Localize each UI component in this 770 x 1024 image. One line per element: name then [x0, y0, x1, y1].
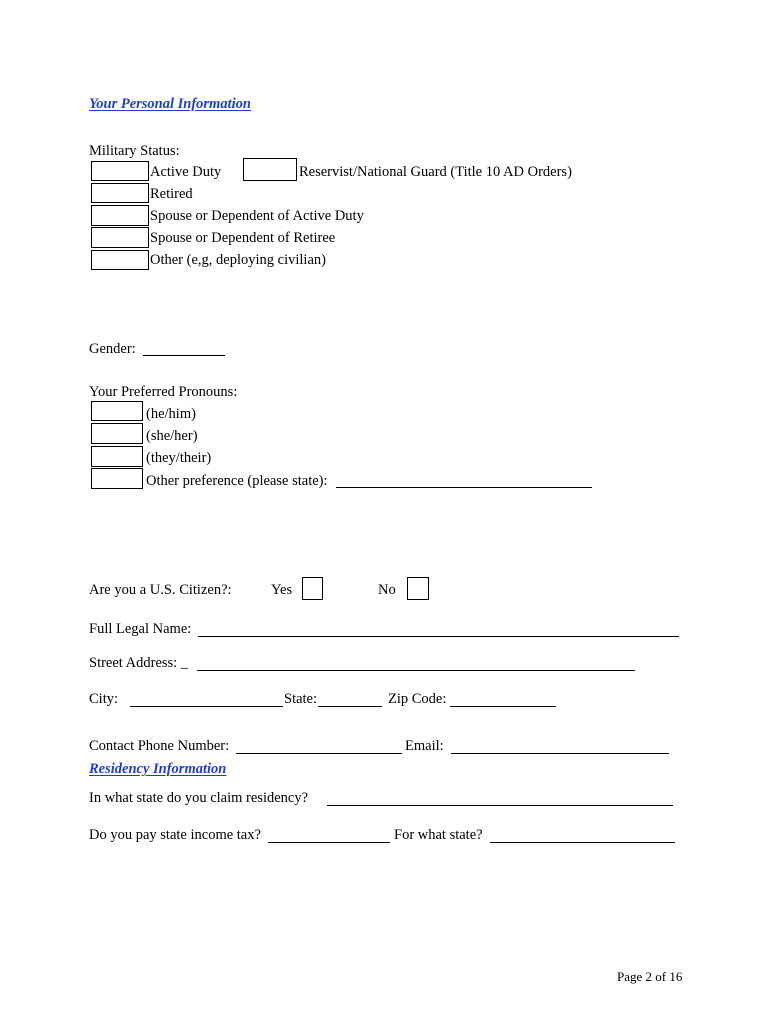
email-field[interactable]: [451, 753, 669, 754]
state-label: State:: [284, 691, 318, 707]
phone-label: Contact Phone Number:: [89, 738, 230, 754]
citizen-yes-checkbox[interactable]: [302, 577, 323, 600]
active-duty-label: Active Duty: [150, 164, 222, 180]
street-address-label: Street Address: _: [89, 655, 189, 671]
other-pronoun-label: Other preference (please state):: [146, 473, 328, 489]
other-pronoun-field[interactable]: [336, 487, 592, 488]
citizen-yes-label: Yes: [271, 582, 293, 598]
state-tax-label: Do you pay state income tax?: [89, 827, 261, 843]
she-her-label: (she/her): [146, 428, 198, 444]
full-name-field[interactable]: [198, 636, 679, 637]
city-label: City:: [89, 691, 119, 707]
military-status-label: Military Status:: [89, 143, 180, 159]
spouse-retiree-checkbox[interactable]: [91, 227, 149, 248]
he-him-label: (he/him): [146, 406, 196, 422]
they-their-checkbox[interactable]: [91, 446, 143, 467]
claim-residency-label: In what state do you claim residency?: [89, 790, 309, 806]
citizen-no-checkbox[interactable]: [407, 577, 429, 600]
spouse-active-duty-label: Spouse or Dependent of Active Duty: [150, 208, 364, 224]
residency-heading: Residency Information: [89, 761, 227, 777]
claim-residency-field[interactable]: [327, 805, 673, 806]
citizen-question: Are you a U.S. Citizen?:: [89, 582, 232, 598]
zip-label: Zip Code:: [388, 691, 447, 707]
email-label: Email:: [405, 738, 444, 754]
reservist-label: Reservist/National Guard (Title 10 AD Orders): [299, 164, 572, 180]
he-him-checkbox[interactable]: [91, 401, 143, 421]
tax-state-field[interactable]: [490, 842, 675, 843]
state-field[interactable]: [318, 706, 382, 707]
active-duty-checkbox[interactable]: [91, 161, 149, 181]
other-civilian-label: Other (e,g, deploying civilian): [150, 252, 326, 268]
spouse-active-duty-checkbox[interactable]: [91, 205, 149, 226]
retired-checkbox[interactable]: [91, 183, 149, 203]
tax-state-label: For what state?: [394, 827, 483, 843]
they-their-label: (they/their): [146, 450, 212, 466]
citizen-no-label: No: [378, 582, 396, 598]
gender-field[interactable]: [143, 355, 225, 356]
reservist-checkbox[interactable]: [243, 158, 297, 181]
full-name-label: Full Legal Name:: [89, 621, 192, 637]
retired-label: Retired: [150, 186, 193, 202]
other-pronoun-checkbox[interactable]: [91, 468, 143, 489]
spouse-retiree-label: Spouse or Dependent of Retiree: [150, 230, 336, 246]
zip-field[interactable]: [450, 706, 556, 707]
she-her-checkbox[interactable]: [91, 423, 143, 444]
street-address-field[interactable]: [197, 670, 635, 671]
state-tax-field[interactable]: [268, 842, 390, 843]
personal-info-heading: Your Personal Information: [89, 96, 251, 112]
city-field[interactable]: [130, 706, 283, 707]
phone-field[interactable]: [236, 753, 402, 754]
pronouns-label: Your Preferred Pronouns:: [89, 384, 238, 400]
page-number: Page 2 of 16: [617, 969, 683, 984]
other-civilian-checkbox[interactable]: [91, 250, 149, 270]
gender-label: Gender:: [89, 341, 136, 357]
